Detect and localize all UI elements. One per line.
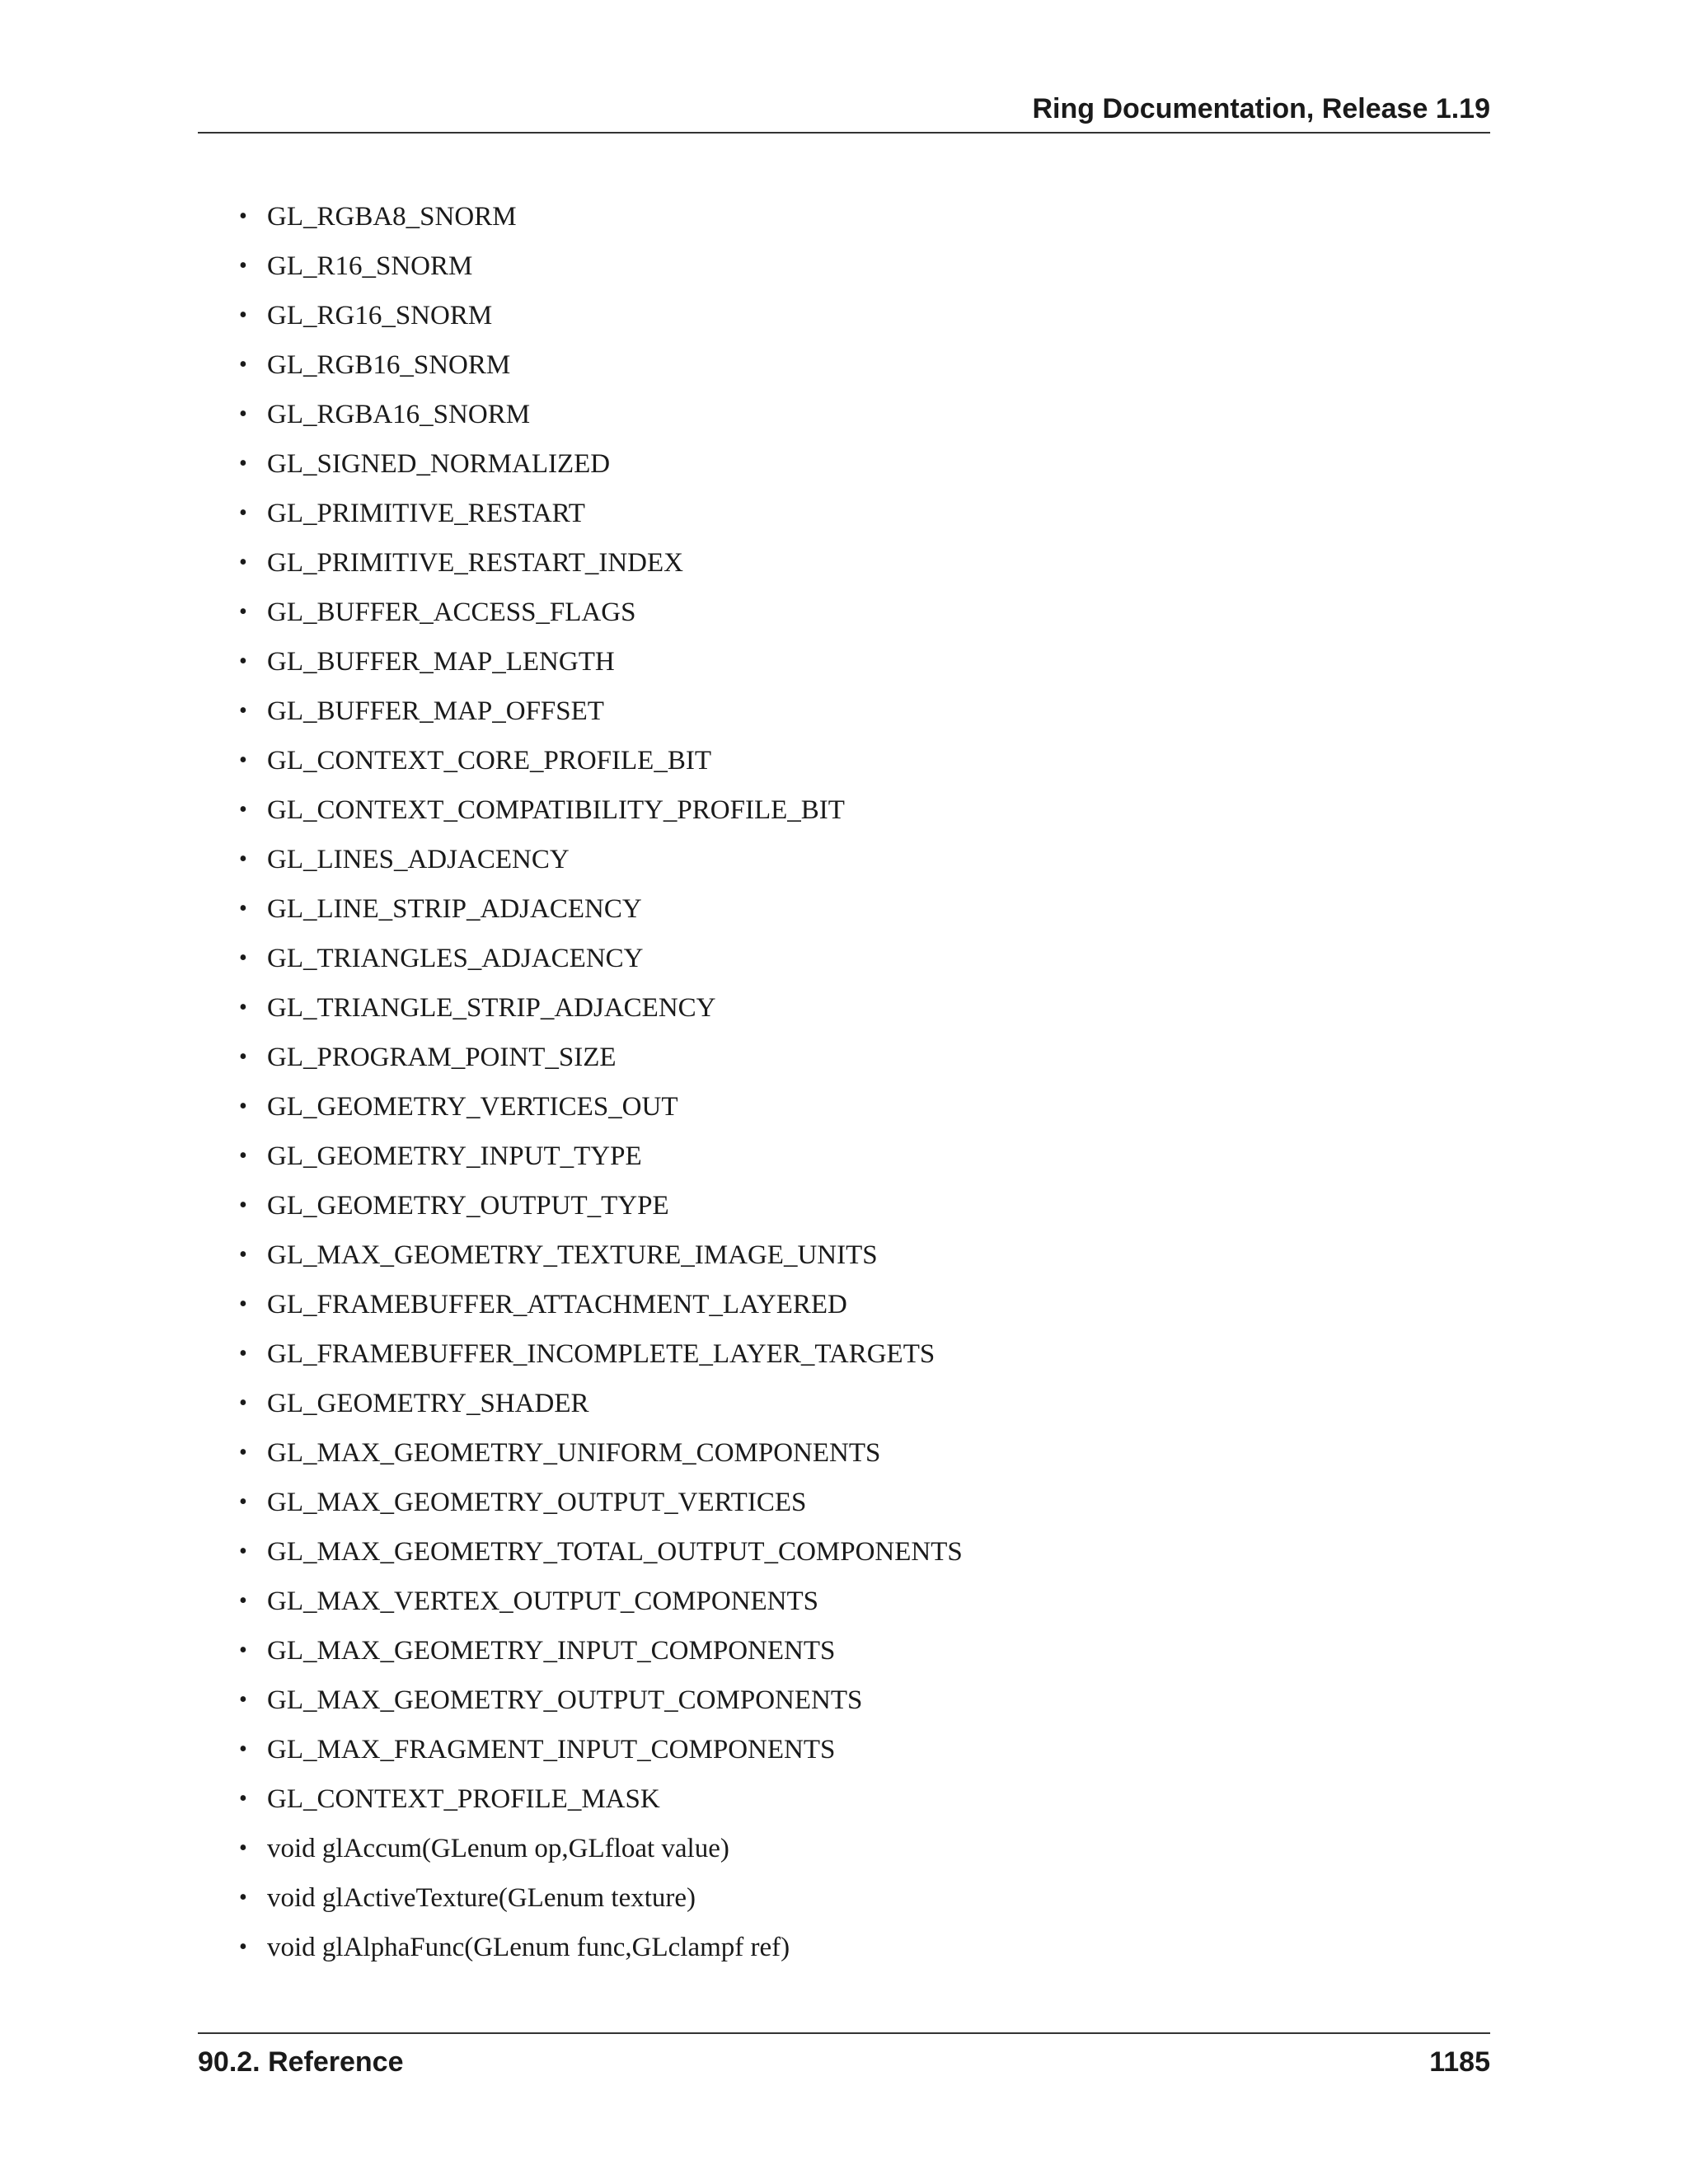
list-item (239, 1634, 963, 1684)
bullet-icon: • (239, 302, 247, 328)
bullet-icon: • (239, 1242, 247, 1268)
list-item (239, 1684, 963, 1733)
list-item-text: GL_CONTEXT_PROFILE_MASK (267, 1784, 660, 1814)
bullet-icon: • (239, 352, 247, 377)
bullet-icon: • (239, 1094, 247, 1119)
list-item-text: GL_CONTEXT_CORE_PROFILE_BIT (267, 746, 711, 776)
list-item (239, 1090, 963, 1140)
list-item-text: GL_BUFFER_MAP_OFFSET (267, 696, 604, 726)
list-item-text: GL_LINE_STRIP_ADJACENCY (267, 894, 642, 924)
list-item-text: GL_BUFFER_ACCESS_FLAGS (267, 598, 636, 627)
list-item (239, 546, 963, 596)
list-item-text: GL_PROGRAM_POINT_SIZE (267, 1043, 617, 1072)
list-item (239, 200, 963, 250)
bullet-icon: • (239, 1687, 247, 1713)
bullet-icon: • (239, 846, 247, 872)
bullet-icon: • (239, 500, 247, 526)
list-item (239, 1535, 963, 1585)
bullet-icon: • (239, 748, 247, 773)
bullet-icon: • (239, 1440, 247, 1465)
list-item (239, 1436, 963, 1486)
list-item-text: GL_RGB16_SNORM (267, 350, 511, 380)
list-item-text: GL_MAX_FRAGMENT_INPUT_COMPONENTS (267, 1735, 836, 1765)
list-item-text: GL_BUFFER_MAP_LENGTH (267, 647, 615, 677)
list-item (239, 1733, 963, 1783)
list-item (239, 349, 963, 398)
list-item (239, 1239, 963, 1288)
constant-list (239, 200, 963, 1980)
bullet-icon: • (239, 1885, 247, 1910)
section-label: 90.2. Reference (198, 2046, 404, 2078)
bullet-icon: • (239, 896, 247, 921)
bullet-icon: • (239, 1588, 247, 1614)
list-item-text: GL_PRIMITIVE_RESTART_INDEX (267, 548, 684, 578)
bullet-icon: • (239, 204, 247, 229)
list-item (239, 1585, 963, 1634)
bullet-icon: • (239, 253, 247, 279)
list-item-text: void glAlphaFunc(GLenum func,GLclampf ref) (267, 1933, 790, 1962)
list-item (239, 1783, 963, 1832)
list-item (239, 645, 963, 695)
list-item (239, 1882, 963, 1931)
page-footer (198, 2032, 1490, 2083)
bullet-icon: • (239, 401, 247, 427)
bullet-icon: • (239, 1539, 247, 1564)
page-header (198, 92, 1490, 134)
list-item-text: GL_TRIANGLE_STRIP_ADJACENCY (267, 993, 716, 1023)
bullet-icon: • (239, 550, 247, 575)
list-item (239, 794, 963, 843)
bullet-icon: • (239, 1390, 247, 1416)
list-item (239, 893, 963, 942)
bullet-icon: • (239, 1143, 247, 1169)
list-item (239, 1832, 963, 1882)
list-item-text: GL_MAX_GEOMETRY_TOTAL_OUTPUT_COMPONENTS (267, 1537, 963, 1567)
bullet-icon: • (239, 1736, 247, 1762)
list-item-text: GL_FRAMEBUFFER_ATTACHMENT_LAYERED (267, 1290, 847, 1319)
list-item-text: GL_MAX_GEOMETRY_INPUT_COMPONENTS (267, 1636, 836, 1666)
bullet-icon: • (239, 1934, 247, 1960)
list-item (239, 596, 963, 645)
list-item (239, 1041, 963, 1090)
bullet-icon: • (239, 1341, 247, 1366)
list-item-text: GL_GEOMETRY_INPUT_TYPE (267, 1141, 642, 1171)
list-item-text: GL_GEOMETRY_VERTICES_OUT (267, 1092, 678, 1122)
page-number: 1185 (1429, 2046, 1490, 2078)
list-item-text: GL_TRIANGLES_ADJACENCY (267, 944, 644, 973)
list-item-text: GL_RGBA16_SNORM (267, 400, 531, 429)
bullet-icon: • (239, 1638, 247, 1663)
list-item (239, 448, 963, 497)
list-item-text: GL_MAX_GEOMETRY_TEXTURE_IMAGE_UNITS (267, 1240, 878, 1270)
list-item-text: GL_FRAMEBUFFER_INCOMPLETE_LAYER_TARGETS (267, 1339, 935, 1369)
list-item (239, 1338, 963, 1387)
list-item (239, 250, 963, 299)
list-item (239, 398, 963, 448)
list-item (239, 942, 963, 991)
list-item-text: void glAccum(GLenum op,GLfloat value) (267, 1834, 729, 1863)
list-item-text: GL_GEOMETRY_OUTPUT_TYPE (267, 1191, 669, 1221)
list-item-text: GL_R16_SNORM (267, 251, 473, 281)
bullet-icon: • (239, 698, 247, 724)
bullet-icon: • (239, 451, 247, 476)
list-item (239, 1140, 963, 1189)
list-item-text: void glActiveTexture(GLenum texture) (267, 1883, 696, 1913)
list-item (239, 1387, 963, 1436)
bullet-icon: • (239, 1835, 247, 1861)
list-item (239, 1189, 963, 1239)
list-item (239, 744, 963, 794)
list-item (239, 1486, 963, 1535)
list-item (239, 1288, 963, 1338)
bullet-icon: • (239, 1786, 247, 1811)
list-item-text: GL_MAX_GEOMETRY_UNIFORM_COMPONENTS (267, 1438, 881, 1468)
list-item-text: GL_RGBA8_SNORM (267, 202, 517, 232)
list-item (239, 299, 963, 349)
list-item (239, 1931, 963, 1980)
bullet-icon: • (239, 1489, 247, 1515)
list-item (239, 991, 963, 1041)
list-item (239, 497, 963, 546)
bullet-icon: • (239, 1044, 247, 1070)
bullet-icon: • (239, 649, 247, 674)
list-item-text: GL_MAX_GEOMETRY_OUTPUT_VERTICES (267, 1488, 807, 1517)
list-item-text: GL_MAX_GEOMETRY_OUTPUT_COMPONENTS (267, 1685, 863, 1715)
bullet-icon: • (239, 995, 247, 1020)
bullet-icon: • (239, 797, 247, 823)
list-item (239, 695, 963, 744)
list-item-text: GL_MAX_VERTEX_OUTPUT_COMPONENTS (267, 1586, 819, 1616)
list-item-text: GL_LINES_ADJACENCY (267, 845, 570, 874)
bullet-icon: • (239, 945, 247, 971)
document-title: Ring Documentation, Release 1.19 (1032, 93, 1490, 124)
list-item-text: GL_SIGNED_NORMALIZED (267, 449, 611, 479)
bullet-icon: • (239, 1291, 247, 1317)
bullet-icon: • (239, 1193, 247, 1218)
list-item-text: GL_PRIMITIVE_RESTART (267, 499, 585, 528)
list-item-text: GL_CONTEXT_COMPATIBILITY_PROFILE_BIT (267, 795, 845, 825)
bullet-icon: • (239, 599, 247, 625)
list-item (239, 843, 963, 893)
list-item-text: GL_GEOMETRY_SHADER (267, 1389, 589, 1418)
list-item-text: GL_RG16_SNORM (267, 301, 493, 330)
